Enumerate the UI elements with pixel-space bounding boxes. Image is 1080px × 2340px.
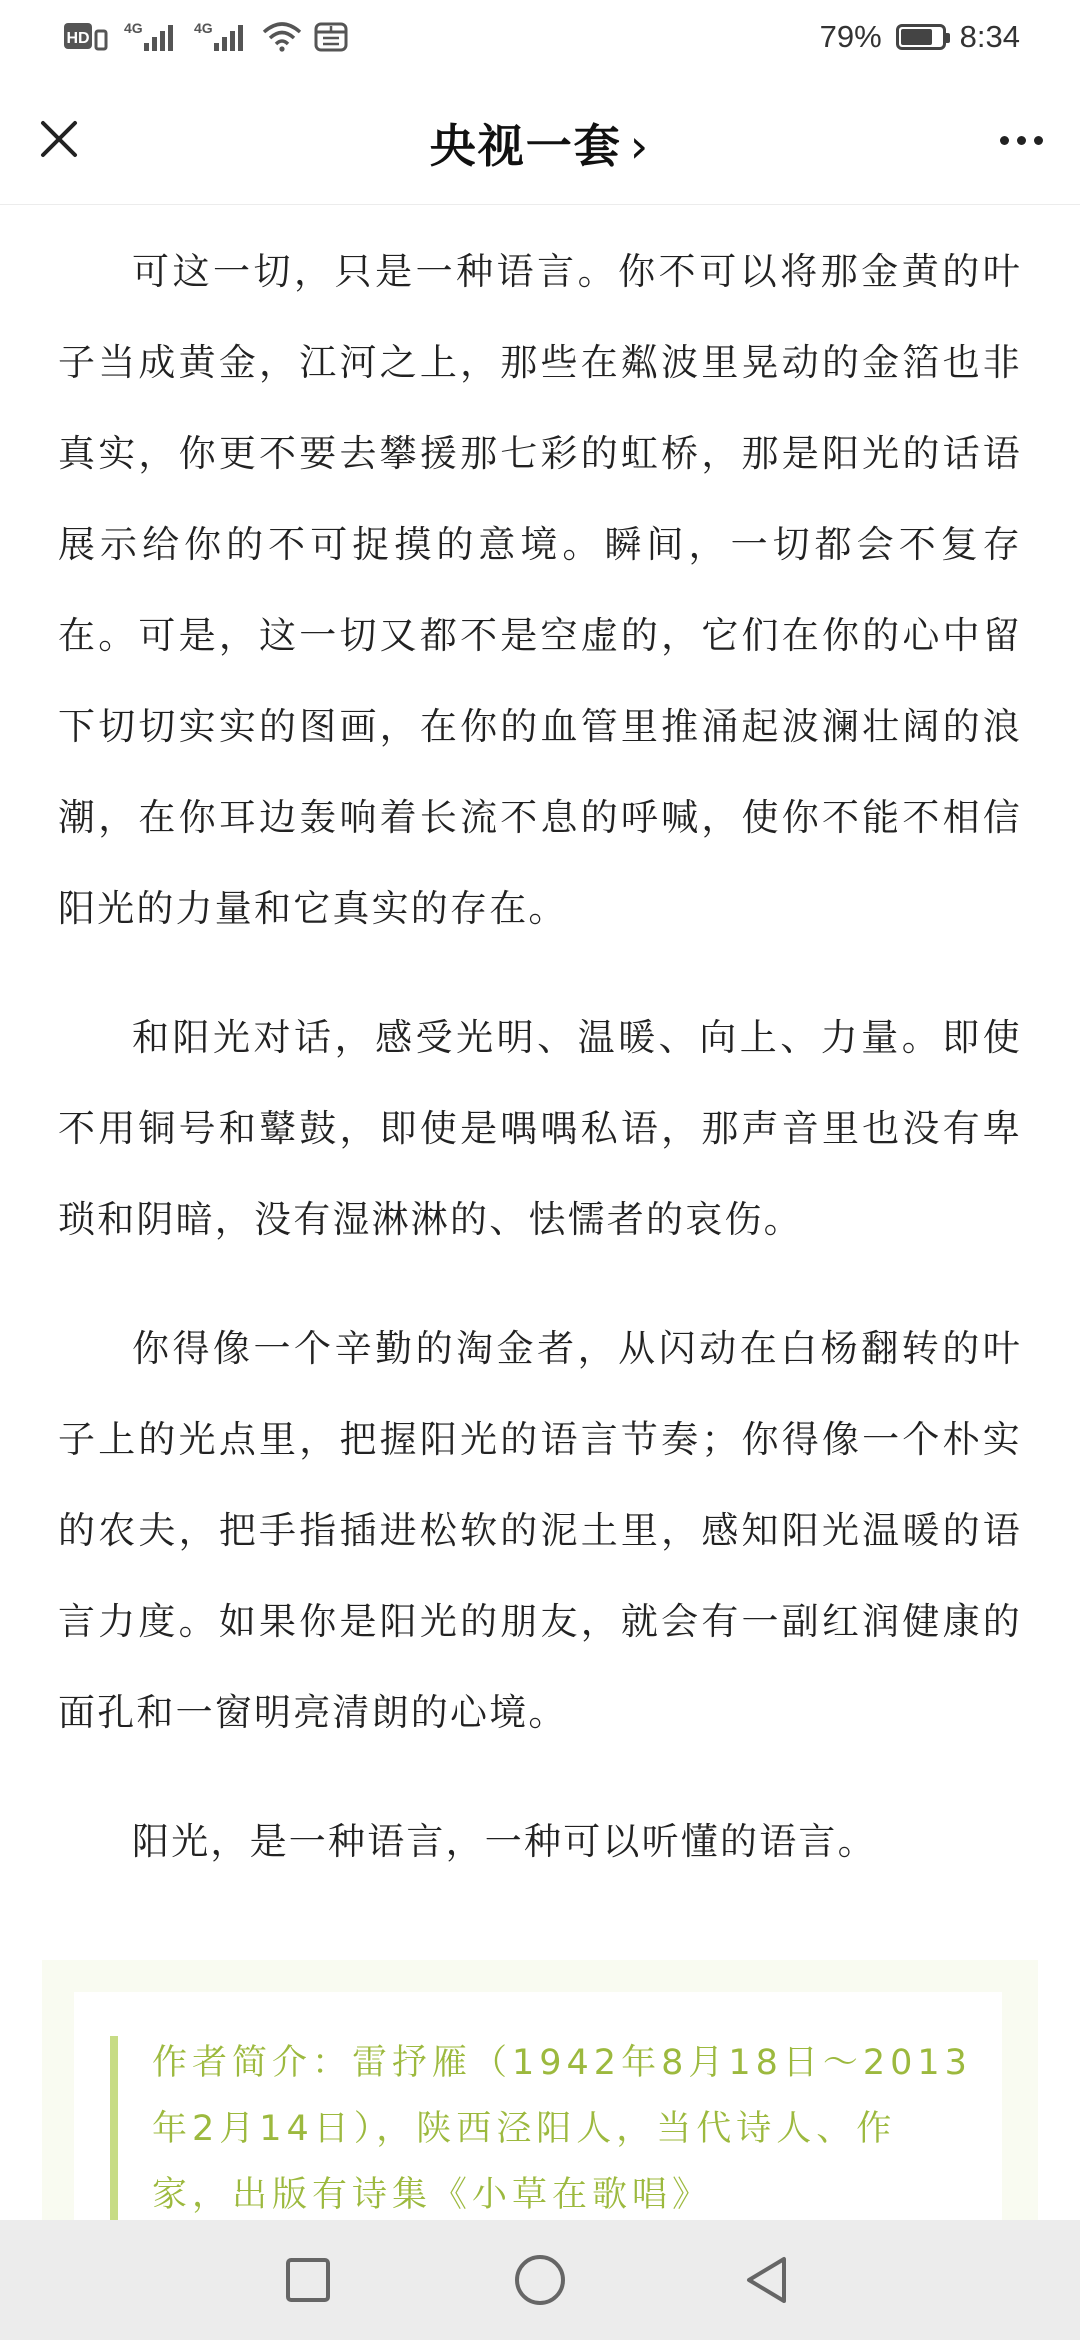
hd-icon bbox=[64, 21, 110, 56]
recent-apps-button[interactable] bbox=[268, 2240, 348, 2320]
circle-icon bbox=[512, 2252, 568, 2308]
page-title[interactable] bbox=[0, 110, 1080, 176]
navigation-bar bbox=[0, 2220, 1080, 2340]
signal-4g-icon-2 bbox=[192, 19, 250, 58]
author-intro-text: 作者简介：雷抒雁（1942年8月18日～2013年2月14日），陕西泾阳人，当代诗人、作家，出版有诗集《小草在歌唱》 bbox=[152, 2043, 972, 2215]
home-button[interactable] bbox=[500, 2240, 580, 2320]
article-paragraph-4: 阳光，是一种语言，一种可以听懂的语言。 bbox=[132, 1820, 877, 1863]
more-icon-dot-3 bbox=[1034, 136, 1043, 145]
status-right bbox=[820, 16, 1020, 58]
signal-2-label: 4G bbox=[194, 19, 213, 36]
status-left bbox=[64, 18, 348, 58]
more-icon-dot-1 bbox=[1000, 136, 1009, 145]
battery-percent: 79% bbox=[819, 19, 882, 54]
article-paragraph-1: 可这一切，只是一种语言。你不可以将那金黄的叶子当成黄金，江河之上，那些在粼波里晃动的金箔也非真实，你更不要去攀援那七彩的虹桥，那是阳光的话语展示给你的不可捉摸的意境。瞬间，一切都会不复存在。可是，这一切又都不是空虚的，它们在你的心中留下切切实实的图画，在你的血管里推涌起波澜壮阔的浪潮，在你耳边轰响着长流不息的呼喊，使你不能不相信阳光的力量和它真实的存在。 bbox=[58, 250, 1022, 930]
more-icon-dot-2 bbox=[1017, 136, 1026, 145]
triangle-back-icon bbox=[742, 2254, 794, 2306]
title-bar bbox=[0, 74, 1080, 205]
back-button[interactable] bbox=[728, 2240, 808, 2320]
chevron-right-icon: › bbox=[629, 119, 651, 173]
more-button[interactable] bbox=[986, 110, 1056, 170]
hd-label: HD bbox=[66, 29, 90, 47]
signal-1-label: 4G bbox=[124, 19, 143, 36]
wifi-icon bbox=[262, 20, 302, 57]
calendar-icon bbox=[314, 20, 348, 57]
square-icon bbox=[284, 2256, 332, 2304]
status-bar bbox=[0, 0, 1080, 74]
article-paragraph-2: 和阳光对话，感受光明、温暖、向上、力量。即使不用铜号和鼙鼓，即使是喁喁私语，那声音里也没有卑琐和阴暗，没有湿淋淋的、怯懦者的哀伤。 bbox=[58, 1016, 1022, 1241]
article-body bbox=[58, 226, 1022, 1887]
battery-fill bbox=[901, 29, 933, 45]
article-paragraph-3: 你得像一个辛勤的淘金者，从闪动在白杨翻转的叶子上的光点里，把握阳光的语言节奏；你得像一个朴实的农夫，把手指插进松软的泥土里，感知阳光温暖的语言力度。如果你是阳光的朋友，就会有一副红润健康的面孔和一窗明亮清朗的心境。 bbox=[58, 1327, 1022, 1734]
signal-4g-icon-1 bbox=[122, 19, 180, 58]
title-text: 央视一套 bbox=[429, 119, 622, 173]
clock: 8:34 bbox=[959, 19, 1020, 54]
battery-icon bbox=[896, 24, 946, 50]
